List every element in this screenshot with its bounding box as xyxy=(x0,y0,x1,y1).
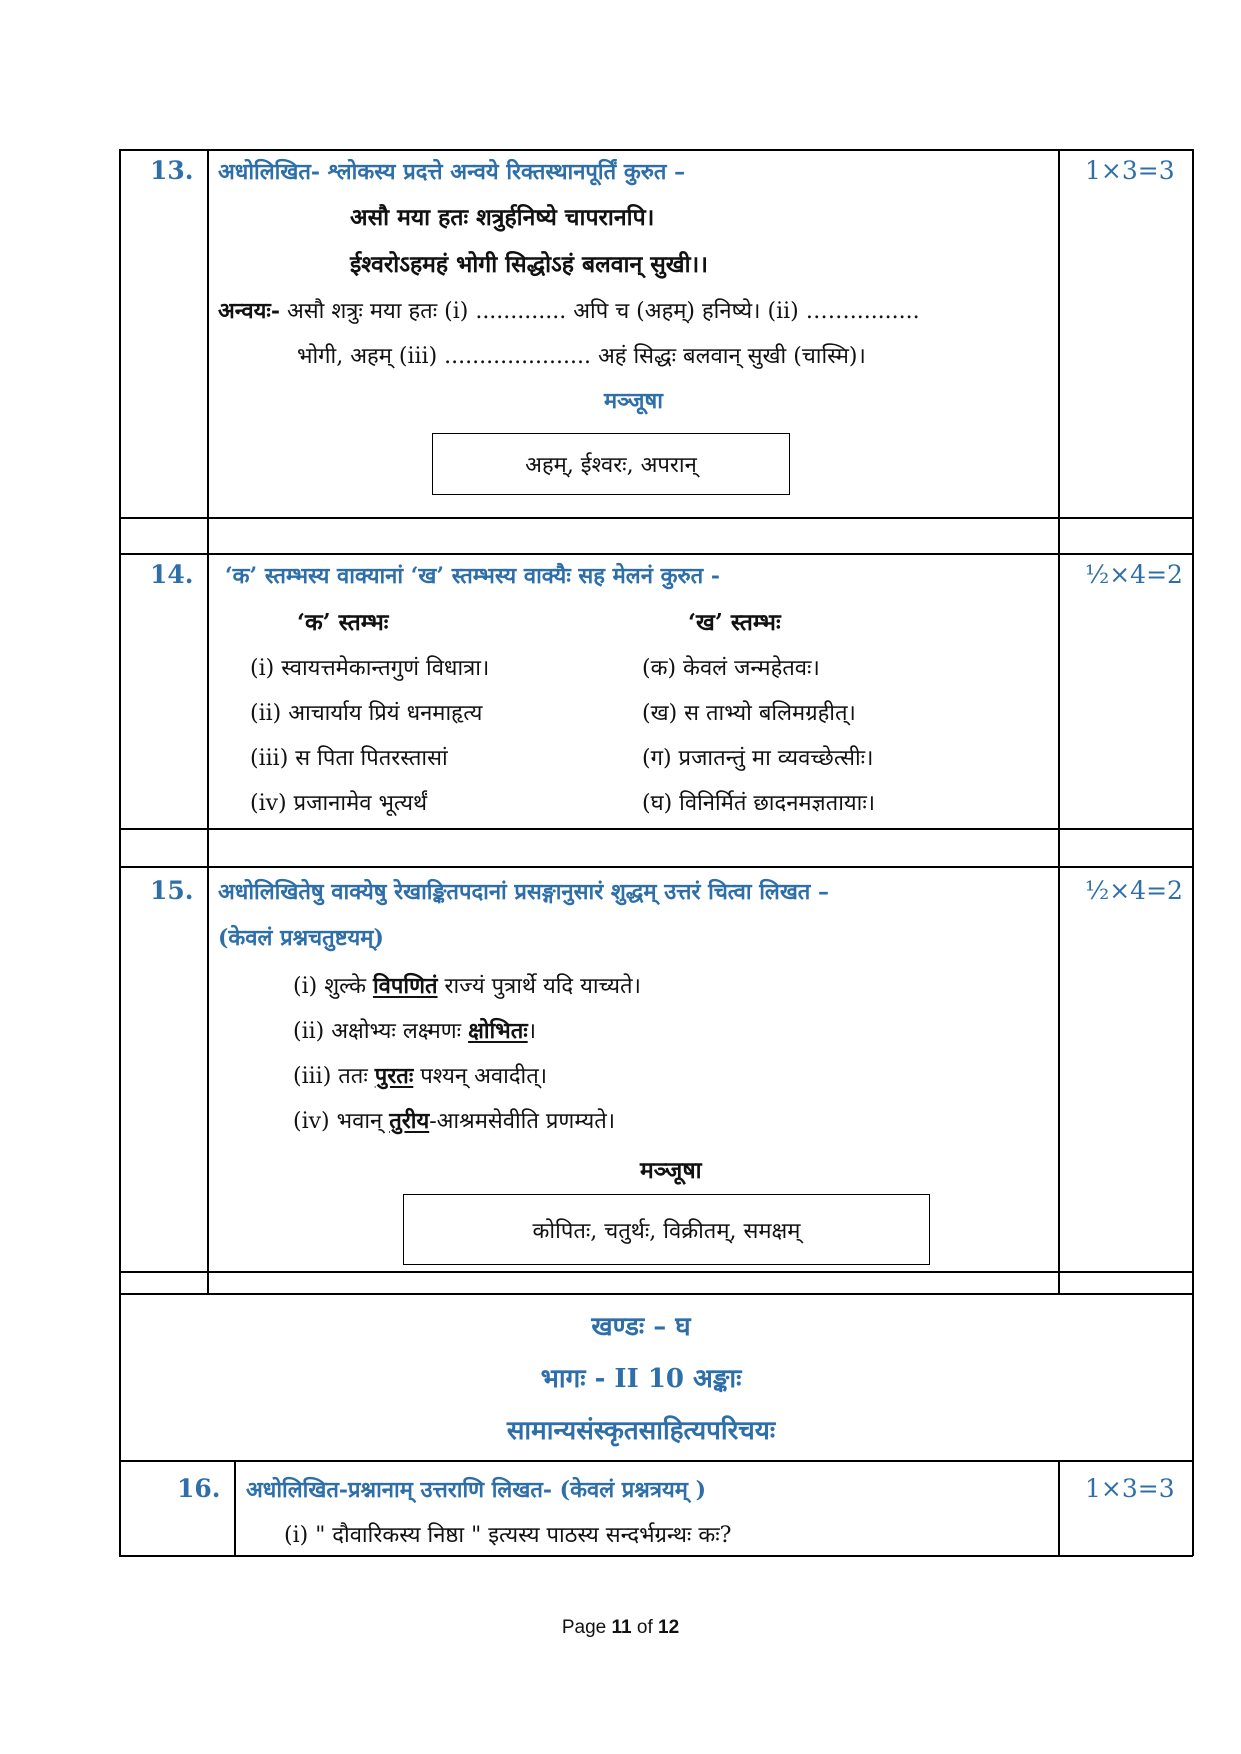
question-marks: 1×3=3 xyxy=(1085,156,1175,185)
sentence-text: (iv) भवान् xyxy=(293,1109,390,1134)
column-a-title: ‘क’ स्तम्भः xyxy=(297,609,389,636)
table-border xyxy=(119,553,1193,555)
section-title: खण्डः – घ xyxy=(591,1312,691,1342)
manjusha-words: कोपितः, चतुर्थः, विक्रीतम्, समक्षम् xyxy=(532,1218,801,1244)
table-border xyxy=(119,1293,1193,1295)
table-border xyxy=(119,149,121,1556)
column-a-item: (iii) स पिता पितरस्तासां xyxy=(250,746,448,771)
manjusha-box xyxy=(432,433,790,495)
question-number: 13. xyxy=(150,156,194,185)
table-border xyxy=(119,1555,1193,1557)
column-a-item: (ii) आचार्याय प्रियं धनमाहृत्य xyxy=(250,701,483,726)
sentence-text: (ii) अक्षोभ्यः लक्ष्मणः xyxy=(293,1019,469,1044)
underlined-word: पुरतः xyxy=(374,1063,414,1089)
sentence xyxy=(293,1105,615,1135)
column-b-item: (क) केवलं जन्महेतवः। xyxy=(642,656,820,681)
table-border xyxy=(119,828,1193,830)
table-border xyxy=(119,1460,1193,1462)
question-instruction-note: (केवलं प्रश्नचतुष्टयम्) xyxy=(218,925,384,951)
column-b-item: (ख) स ताभ्यो बलिमग्रहीत्। xyxy=(642,701,856,726)
question-marks: ½×4=2 xyxy=(1085,560,1183,589)
column-b-item: (ग) प्रजातन्तुं मा व्यवच्छेत्सीः। xyxy=(642,746,874,771)
sub-question: (i) " दौवारिकस्य निष्ठा " इत्यस्य पाठस्य सन्दर्भग्रन्थः कः? xyxy=(284,1523,732,1548)
sentence-text: । xyxy=(527,1019,537,1044)
column-b-item: (घ) विनिर्मितं छादनमज्ञतायाः। xyxy=(642,791,876,816)
page-current: 11 xyxy=(611,1617,632,1638)
manjusha-box xyxy=(403,1194,930,1265)
manjusha-words: अहम्, ईश्वरः, अपरान् xyxy=(525,453,697,478)
manjusha-title: मञ्जूषा xyxy=(604,388,663,414)
anvaya-line xyxy=(218,295,920,325)
table-border xyxy=(119,149,1193,151)
anvaya-line: भोगी, अहम् (iii) ..................... अहं सिद्धः बलवान् सुखी (चास्मि)। xyxy=(297,344,866,369)
verse-line: ईश्वरोऽहमहं भोगी सिद्धोऽहं बलवान् सुखी।। xyxy=(350,251,708,278)
sentence xyxy=(293,970,641,1000)
table-border xyxy=(119,1271,1193,1273)
page-total: 12 xyxy=(658,1617,680,1638)
sentence-text: राज्यं पुत्रार्थे यदि याच्यते। xyxy=(437,974,641,999)
table-border xyxy=(1058,149,1060,1294)
table-border xyxy=(119,866,1193,868)
question-instruction: अधोलिखित-प्रश्नानाम् उत्तराणि लिखत- (केवलं प्रश्नत्रयम् ) xyxy=(246,1477,706,1503)
underlined-word: तुरीय xyxy=(389,1108,430,1134)
question-instruction: ‘क’ स्तम्भस्य वाक्यानां ‘ख’ स्तम्भस्य वाक्यैः सह मेलनं कुरुत - xyxy=(225,563,720,589)
column-a-item: (i) स्वायत्तमेकान्तगुणं विधात्रा। xyxy=(250,656,490,681)
question-marks: 1×3=3 xyxy=(1085,1474,1175,1503)
table-border xyxy=(234,1460,236,1556)
question-marks: ½×4=2 xyxy=(1085,876,1183,905)
sentence-text: (iii) ततः xyxy=(293,1064,375,1089)
section-part: भागः - II 10 अङ्काः xyxy=(540,1364,742,1394)
manjusha-title: मञ्जूषा xyxy=(640,1157,702,1184)
sentence-text: पश्यन् अवादीत्। xyxy=(413,1064,548,1089)
column-b-title: ‘ख’ स्तम्भः xyxy=(688,609,781,636)
underlined-word: विपणितं xyxy=(372,973,438,999)
anvaya-label: अन्वयः- xyxy=(218,298,280,324)
question-instruction: अधोलिखितेषु वाक्येषु रेखाङ्कितपदानां प्रसङ्गानुसारं शुद्धम् उत्तरं चित्वा लिखत – xyxy=(218,879,830,905)
question-number: 16. xyxy=(177,1474,221,1503)
sentence-text: -आश्रमसेवीति प्रणम्यते। xyxy=(429,1109,616,1134)
question-number: 15. xyxy=(150,876,194,905)
table-border xyxy=(119,517,1193,519)
sentence xyxy=(293,1060,547,1090)
page-label: Page xyxy=(561,1617,612,1638)
question-instruction: अधोलिखित- श्लोकस्य प्रदत्ते अन्वये रिक्तस्थानपूर्तिं कुरुत – xyxy=(218,159,686,185)
table-border xyxy=(1058,1460,1060,1556)
sentence-text: (i) शुल्के xyxy=(293,974,373,999)
section-subtitle: सामान्यसंस्कृतसाहित्यपरिचयः xyxy=(506,1416,776,1446)
anvaya-text: असौ शत्रुः मया हतः (i) ............. अपि च (अहम्) हनिष्ये। (ii) …….......... xyxy=(279,299,920,324)
underlined-word: क्षोभितः xyxy=(468,1018,528,1044)
page-of: of xyxy=(631,1617,658,1638)
question-number: 14. xyxy=(150,560,194,589)
verse-line: असौ मया हतः शत्रुर्हनिष्ये चापरानपि। xyxy=(350,204,655,231)
sentence xyxy=(293,1015,536,1045)
table-border xyxy=(207,149,209,1294)
page-number xyxy=(0,1617,1241,1639)
table-border xyxy=(1192,149,1194,1556)
column-a-item: (iv) प्रजानामेव भूत्यर्थं xyxy=(250,791,428,816)
